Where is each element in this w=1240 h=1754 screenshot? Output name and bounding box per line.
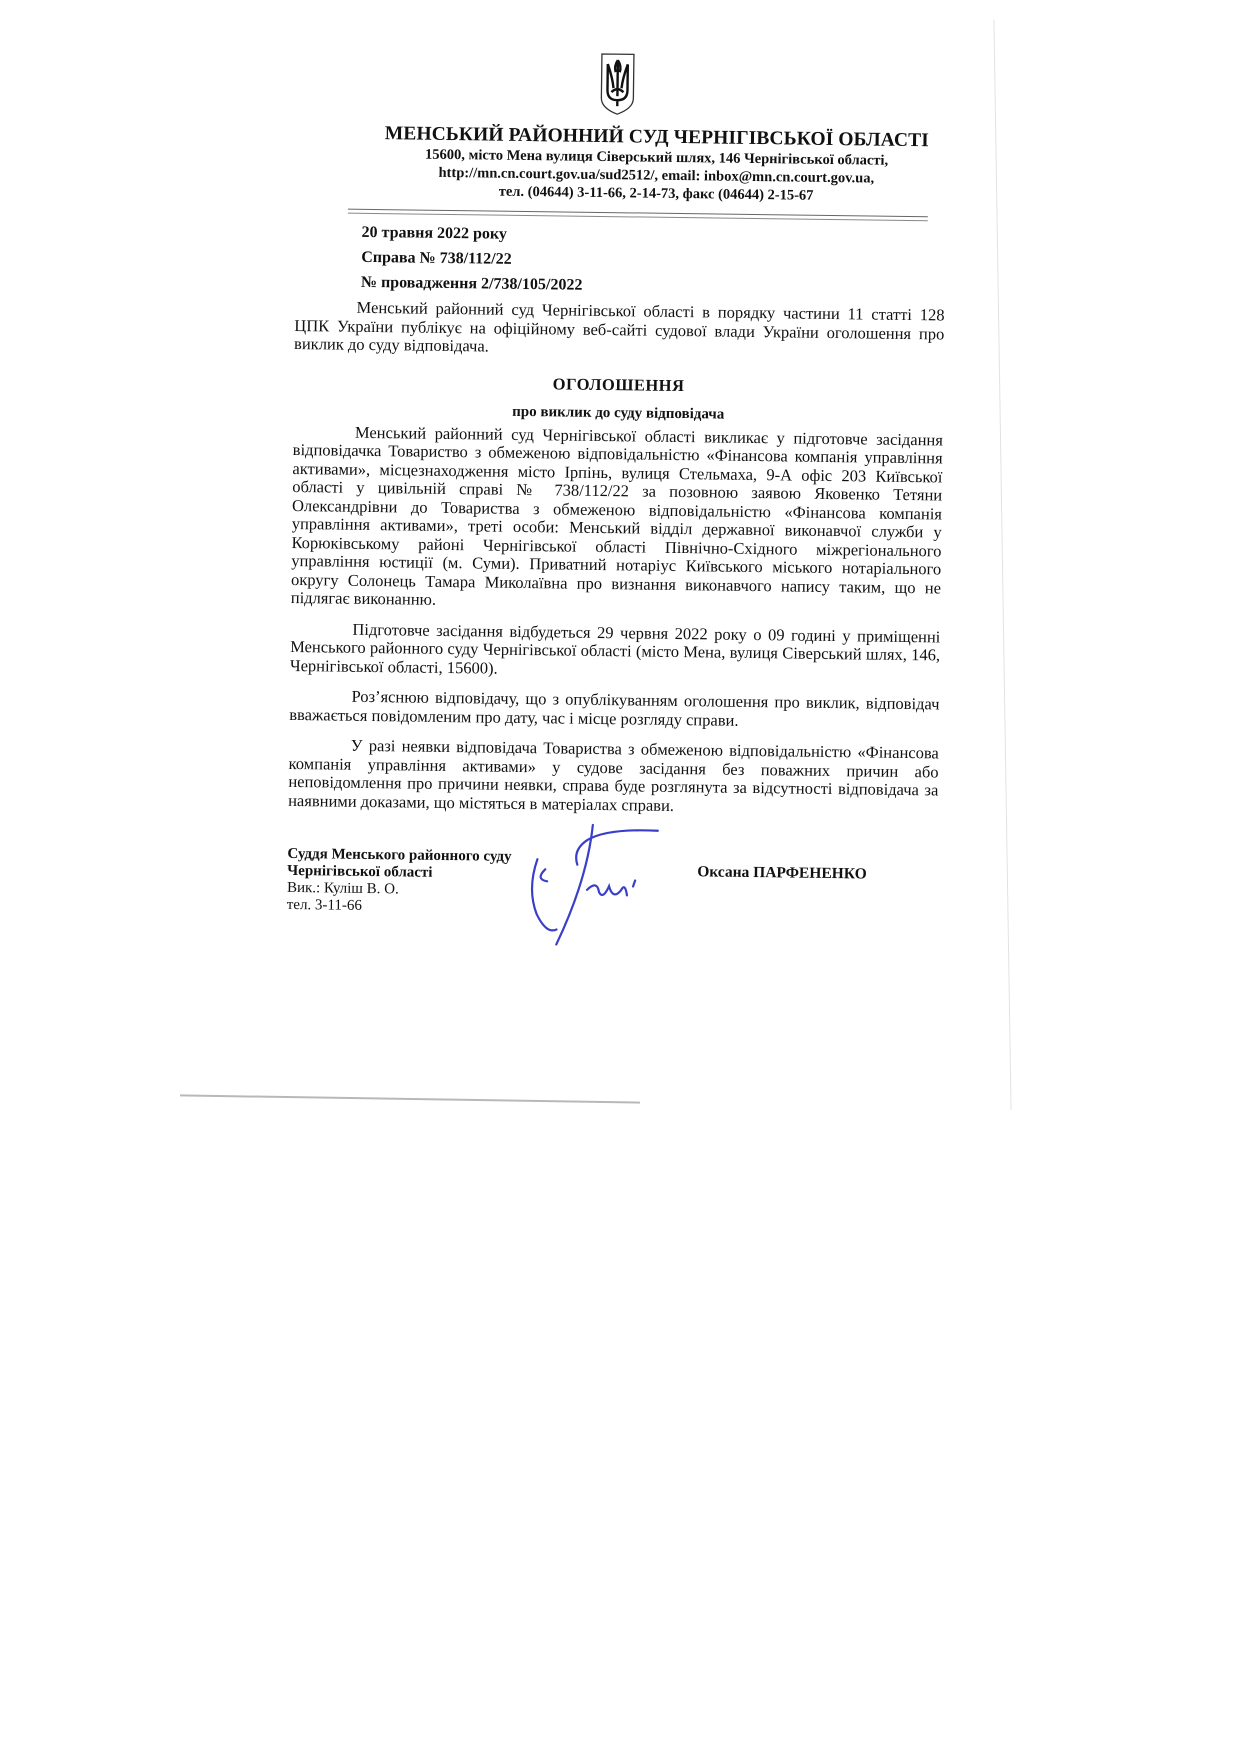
intro-paragraph: Менський районний суд Чернігівської області в порядку частини 11 статті 128 ЦПК України публікує на офіційному веб-сайті судової влади України оголошення про виклик до суду відповідача. (294, 297, 945, 356)
page-edge-right (993, 20, 1011, 1110)
proceeding-number: № провадження 2/738/105/2022 (360, 273, 583, 294)
court-name: МЕНСЬКИЙ РАЙОННИЙ СУД ЧЕРНІГІВСЬКОЇ ОБЛАСТІ (384, 123, 930, 152)
court-phones: тел. (04644) 3-11-66, 2-14-73, факс (04644) 2-15-67 (498, 183, 814, 204)
document-body (288, 298, 945, 818)
judge-title-line1: Суддя Менського районного суду (287, 845, 512, 865)
ukraine-trident-emblem-icon (599, 52, 636, 116)
document-meta (361, 224, 956, 300)
court-web-email: http://mn.cn.court.gov.ua/sud2512/, email: inbox@mn.cn.court.gov.ua, (438, 164, 875, 187)
judge-title-line2: Чернігівської області (287, 862, 433, 881)
court-address: 15600, місто Мена вулиця Сіверський шлях, 146 Чернігівської області, (424, 146, 889, 169)
case-number: Справа № 738/112/22 (361, 248, 512, 268)
signature-block (286, 836, 947, 955)
header-divider (348, 209, 928, 222)
notice-paragraph: Підготовче засідання відбудеться 29 червня 2022 року о 09 годині у приміщенні Менського районного суду Чернігівської області (місто Мена, вулиця Сіверський шлях, 146, Чернігівської області, 15600). (289, 619, 941, 678)
document-date: 20 травня 2022 року (361, 223, 508, 243)
notice-title: ОГОЛОШЕННЯ (552, 373, 685, 395)
page-edge-bottom (180, 1094, 640, 1103)
notice-paragraph: Роз’яснюю відповідачу, що з опублікуванням оголошення про виклик, відповідач вважається повідомленим про дату, час і місце розгляду справи. (289, 686, 940, 730)
judge-name: Оксана ПАРФЕНЕНКО (697, 863, 867, 883)
notice-subtitle: про виклик до суду відповідача (512, 403, 725, 423)
notice-paragraph: Менський районний суд Чернігівської області викликає у підготовче засідання відповідачка Товариство з обмеженою відповідальністю «Фінансова компанія управління активами», місцезнаходження місто Ірпінь, вулиця Стельмаха, 9-А офіс 203 Київської області у цивільній справі № 738/112/22 за позовною заявою Яковенко Тетяни Олександрівни до Товариства з обмеженою відповідальністю «Фінансова компанія управління активами», треті особи: Менський відділ державної виконавчої служби у Корюківському районі Чернігівської області Північно-Східного міжрегіонального управління юстиції (м. Суми). Приватний нотаріус Київського міського нотаріального округу Солонець Тамара Миколаївна про визнання виконавчого напису таким, що не підлягає виконанню. (290, 422, 944, 609)
notice-paragraph: У разі неявки відповідача Товариства з обмеженою відповідальністю «Фінансова компанія управління активами» у судове засідання без поважних причин або неповідомлення про причини неявки, справа буде розглянута за відсутності відповідача за наявними доказами, що містяться в матеріалах справи. (288, 735, 939, 815)
executor-phone: тел. 3-11-66 (286, 896, 363, 914)
judge-details (287, 846, 512, 917)
handwritten-signature (516, 819, 678, 951)
executor: Вик.: Куліш В. О. (286, 879, 399, 898)
court-notice-document (286, 48, 958, 955)
